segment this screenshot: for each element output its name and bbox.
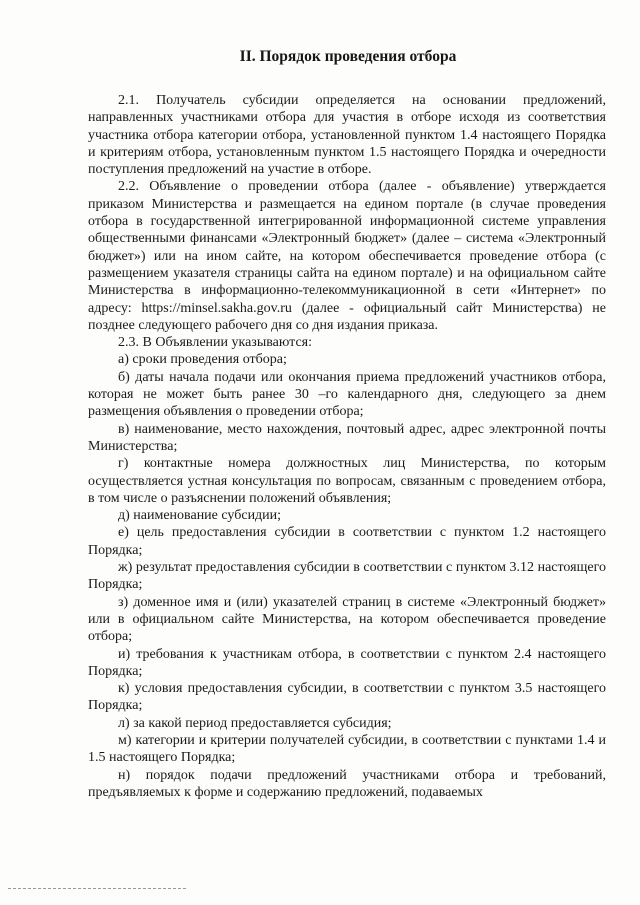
- list-item-b: б) даты начала подачи или окончания приема предложений участников отбора, которая не может быть ранее 30 –го календарного дня, следующего за днем размещения объявления о проведении отбора;: [88, 369, 606, 420]
- list-item-a: а) сроки проведения отбора;: [118, 352, 287, 368]
- footer-divider: [8, 888, 186, 889]
- paragraph-2-3: 2.3. В Объявлении указываются:: [118, 335, 312, 351]
- list-item-d: д) наименование субсидии;: [118, 508, 282, 524]
- list-item-m: м) категории и критерии получателей субсидии, в соответствии с пунктами 1.4 и 1.5 настоящего Порядка;: [88, 732, 606, 766]
- document-body: [88, 92, 606, 801]
- list-item-z: з) доменное имя и (или) указателей страниц в системе «Электронный бюджет» или в официальном сайте Министерства, на котором обеспечивается проведение отбора;: [88, 594, 606, 645]
- list-item-n: н) порядок подачи предложений участниками отбора и требований, предъявляемых к форме и содержанию предложений, подаваемых: [88, 767, 606, 800]
- list-item-v: в) наименование, место нахождения, почтовый адрес, адрес электронной почты Министерства;: [88, 421, 606, 454]
- list-item-e: е) цель предоставления субсидии в соответствии с пунктом 1.2 настоящего Порядка;: [88, 525, 606, 558]
- paragraph-2-2: 2.2. Объявление о проведении отбора (далее - объявление) утверждается приказом Министерства и размещается на едином портале (в случае проведения отбора в государственной интегрированной информационной системе управления общественными финансами «Электронный бюджет» (далее – система «Электронный бюджет») или на ином сайте, на котором обеспечивается проведение отбора (с размещением указателя страницы сайта на едином портале) и на официальном сайте Министерства в информационно-телекоммуникационной в сети «Интернет» по адресу: https://minsel.sakha.gov.ru (далее - официальный сайт Министерства) не позднее следующего рабочего дня со дня издания приказа.: [88, 179, 606, 333]
- list-item-zh: ж) результат предоставления субсидии в соответствии с пунктом 3.12 настоящего Порядка;: [88, 560, 606, 593]
- section-heading: II. Порядок проведения отбора: [239, 48, 457, 65]
- list-item-k: к) условия предоставления субсидии, в соответствии с пунктом 3.5 настоящего Порядка;: [88, 681, 606, 714]
- list-item-l: л) за какой период предоставляется субсидия;: [118, 715, 392, 731]
- list-item-g: г) контактные номера должностных лиц Министерства, по которым осуществляется устная консультация по вопросам, связанным с проведением отбора, в том числе о разъяснении положений объявления;: [88, 456, 606, 506]
- list-item-i: и) требования к участникам отбора, в соответствии с пунктом 2.4 настоящего Порядка;: [88, 646, 606, 679]
- paragraph-2-1: 2.1. Получатель субсидии определяется на основании предложений, направленных участниками отбора для участия в отборе исходя из соответствия участника отбора категории отбора, установленной пунктом 1.4 настоящего Порядка и критериям отбора, установленным пунктом 1.5 настоящего Порядка и очередности поступления предложений на участие в отборе.: [88, 93, 606, 178]
